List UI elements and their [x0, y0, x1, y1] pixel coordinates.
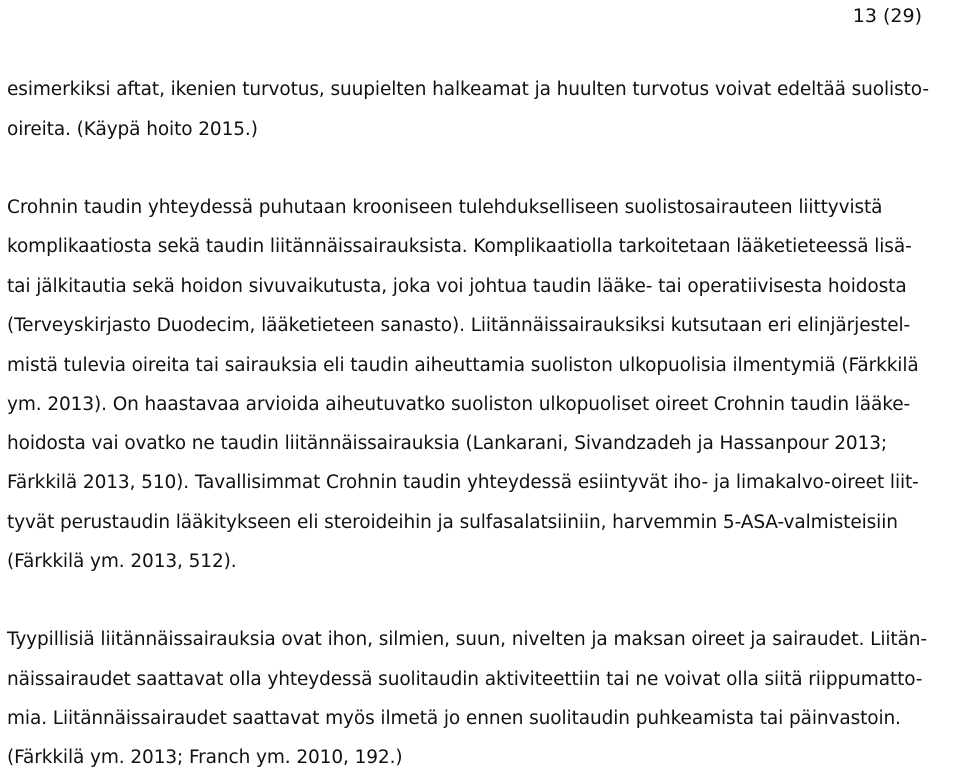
text-line: tai jälkitautia sekä hoidon sivuvaikutusta, joka voi johtua taudin lääke- tai operatiivisesta hoidosta [7, 276, 907, 297]
text-line: ym. 2013). On haastavaa arvioida aiheutuvatko suoliston ulkopuoliset oireet Crohnin taudin lääke- [7, 394, 911, 415]
text-line: mia. Liitännäissairaudet saattavat myös ilmetä jo ennen suolitaudin puhkeamista tai päinvastoin. [7, 708, 901, 729]
text-line: mistä tulevia oireita tai sairauksia eli taudin aiheuttamia suoliston ulkopuolisia ilmentymiä (Färkkilä [7, 355, 919, 376]
text-line: (Terveyskirjasto Duodecim, lääketieteen sanasto). Liitännäissairauksiksi kutsutaan eri elinjärjestel- [7, 315, 911, 336]
text-line: komplikaatiosta sekä taudin liitännäissairauksista. Komplikaatiolla tarkoitetaan lääketieteessä lisä- [7, 236, 912, 257]
text-line: näissairaudet saattavat olla yhteydessä suolitaudin aktiviteettiin tai ne voivat olla siitä riippumatto- [7, 669, 923, 690]
text-line: tyvät perustaudin lääkitykseen eli steroideihin ja sulfasalatsiiniin, harvemmin 5-ASA-valmisteisiin [7, 512, 898, 533]
text-line: esimerkiksi aftat, ikenien turvotus, suupielten halkeamat ja huulten turvotus voivat edeltää suolisto- [7, 79, 929, 100]
text-line: (Färkkilä ym. 2013; Franch ym. 2010, 192.) [7, 747, 403, 768]
text-line: hoidosta vai ovatko ne taudin liitännäissairauksia (Lankarani, Sivandzadeh ja Hassanpour 2013; [7, 433, 888, 454]
text-line: Crohnin taudin yhteydessä puhutaan krooniseen tulehdukselliseen suolistosairauteen liittyvistä [7, 197, 883, 218]
text-line: oireita. (Käypä hoito 2015.) [7, 119, 258, 140]
text-line: Tyypillisiä liitännäissairauksia ovat ihon, silmien, suun, nivelten ja maksan oireet ja sairaudet. Liitän- [7, 629, 928, 650]
text-line: Färkkilä 2013, 510). Tavallisimmat Crohnin taudin yhteydessä esiintyvät iho- ja limakalvo-oireet liit- [7, 472, 919, 493]
page-number: 13 (29) [852, 5, 922, 27]
text-line: (Färkkilä ym. 2013, 512). [7, 551, 237, 572]
